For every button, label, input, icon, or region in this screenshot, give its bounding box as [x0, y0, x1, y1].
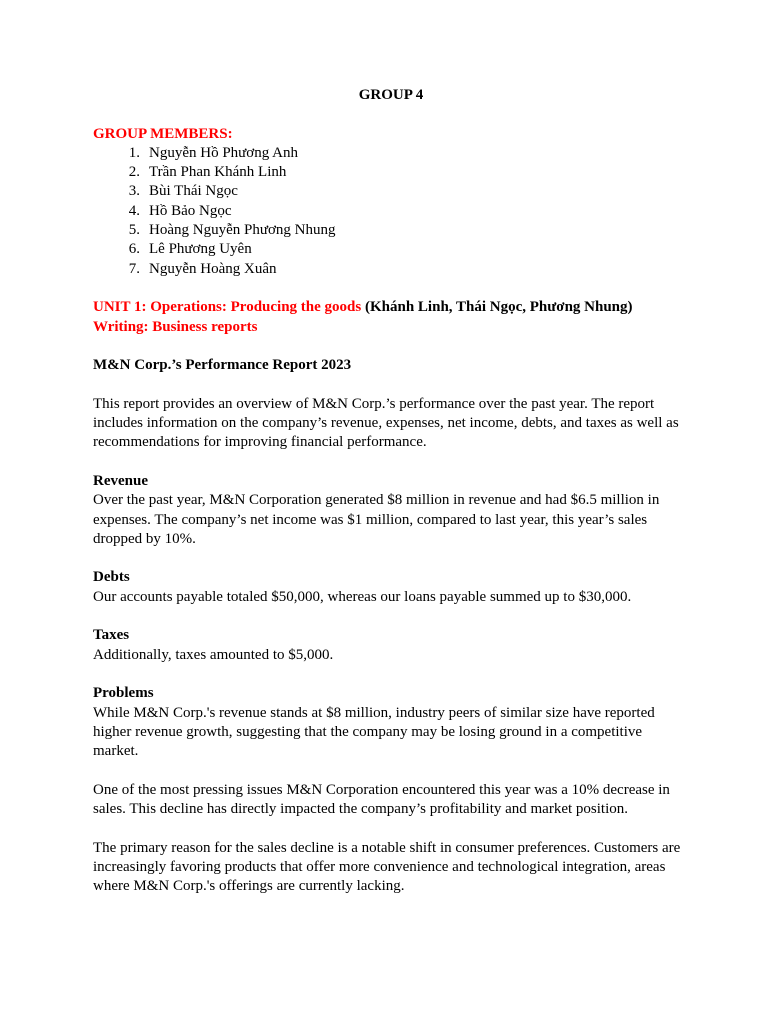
spacer — [93, 453, 683, 472]
section-heading-taxes: Taxes — [93, 627, 130, 644]
members-list — [93, 144, 683, 279]
section-heading-revenue: Revenue — [93, 472, 148, 489]
spacer — [93, 549, 683, 568]
spacer — [93, 665, 683, 684]
problems-paragraph: While M&N Corp.'s revenue stands at $8 million, industry peers of similar size have reported higher revenue growth, suggesting that the company may be losing ground in a competitive market. — [93, 704, 655, 760]
spacer — [93, 105, 683, 124]
list-item — [93, 202, 683, 221]
list-item — [93, 163, 683, 182]
member-name: Hoàng Nguyễn Phương Nhung — [149, 222, 336, 239]
member-name: Trần Phan Khánh Linh — [149, 164, 287, 181]
report-title: M&N Corp.’s Performance Report 2023 — [93, 357, 352, 374]
list-number: 7. — [128, 260, 140, 277]
section-heading-problems: Problems — [93, 685, 154, 702]
unit-authors: (Khánh Linh, Thái Ngọc, Phương Nhung) — [364, 299, 633, 316]
taxes-paragraph: Additionally, taxes amounted to $5,000. — [93, 646, 334, 663]
member-name: Nguyễn Hoàng Xuân — [149, 260, 277, 277]
spacer — [93, 279, 683, 298]
list-number: 2. — [128, 164, 140, 181]
problems-paragraph: The primary reason for the sales decline is a notable shift in consumer preferences. Customers are increasingly favoring products that offer more convenience and technological integration, areas where M&N Corp.'s offerings are currently lacking. — [93, 839, 681, 895]
list-number: 6. — [128, 241, 140, 258]
member-name: Bùi Thái Ngọc — [149, 183, 238, 200]
member-name: Hồ Bảo Ngọc — [149, 202, 232, 219]
document-page — [93, 86, 683, 896]
list-item — [93, 240, 683, 259]
problems-paragraph: One of the most pressing issues M&N Corporation encountered this year was a 10% decrease in sales. This decline has directly impacted the company’s profitability and market position. — [93, 781, 670, 817]
list-item — [93, 182, 683, 201]
unit-line — [93, 298, 683, 317]
spacer — [93, 337, 683, 356]
list-item — [93, 260, 683, 279]
revenue-paragraph: Over the past year, M&N Corporation generated $8 million in revenue and had $6.5 million in expenses. The company’s net income was $1 million, compared to last year, this year’s sales dropped by 10%. — [93, 492, 660, 547]
list-item — [93, 144, 683, 163]
spacer — [93, 375, 683, 394]
member-name: Lê Phương Uyên — [149, 241, 252, 258]
spacer — [93, 819, 683, 838]
members-heading: GROUP MEMBERS: — [93, 125, 233, 142]
list-number: 5. — [128, 222, 140, 239]
unit-label: UNIT 1: Operations: Producing the goods — [93, 299, 362, 316]
spacer — [93, 607, 683, 626]
debts-paragraph: Our accounts payable totaled $50,000, whereas our loans payable summed up to $30,000. — [93, 588, 632, 605]
spacer — [93, 761, 683, 780]
intro-paragraph: This report provides an overview of M&N Corp.’s performance over the past year. The report includes information on the company’s revenue, expenses, net income, debts, and taxes as well as recommendations for improving financial performance. — [93, 395, 679, 451]
section-heading-debts: Debts — [93, 569, 130, 586]
list-item — [93, 221, 683, 240]
list-number: 4. — [128, 202, 140, 219]
list-number: 1. — [128, 144, 140, 161]
list-number: 3. — [128, 183, 140, 200]
member-name: Nguyễn Hồ Phương Anh — [149, 144, 298, 161]
document-title: GROUP 4 — [358, 87, 424, 103]
writing-label: Writing: Business reports — [93, 318, 258, 335]
